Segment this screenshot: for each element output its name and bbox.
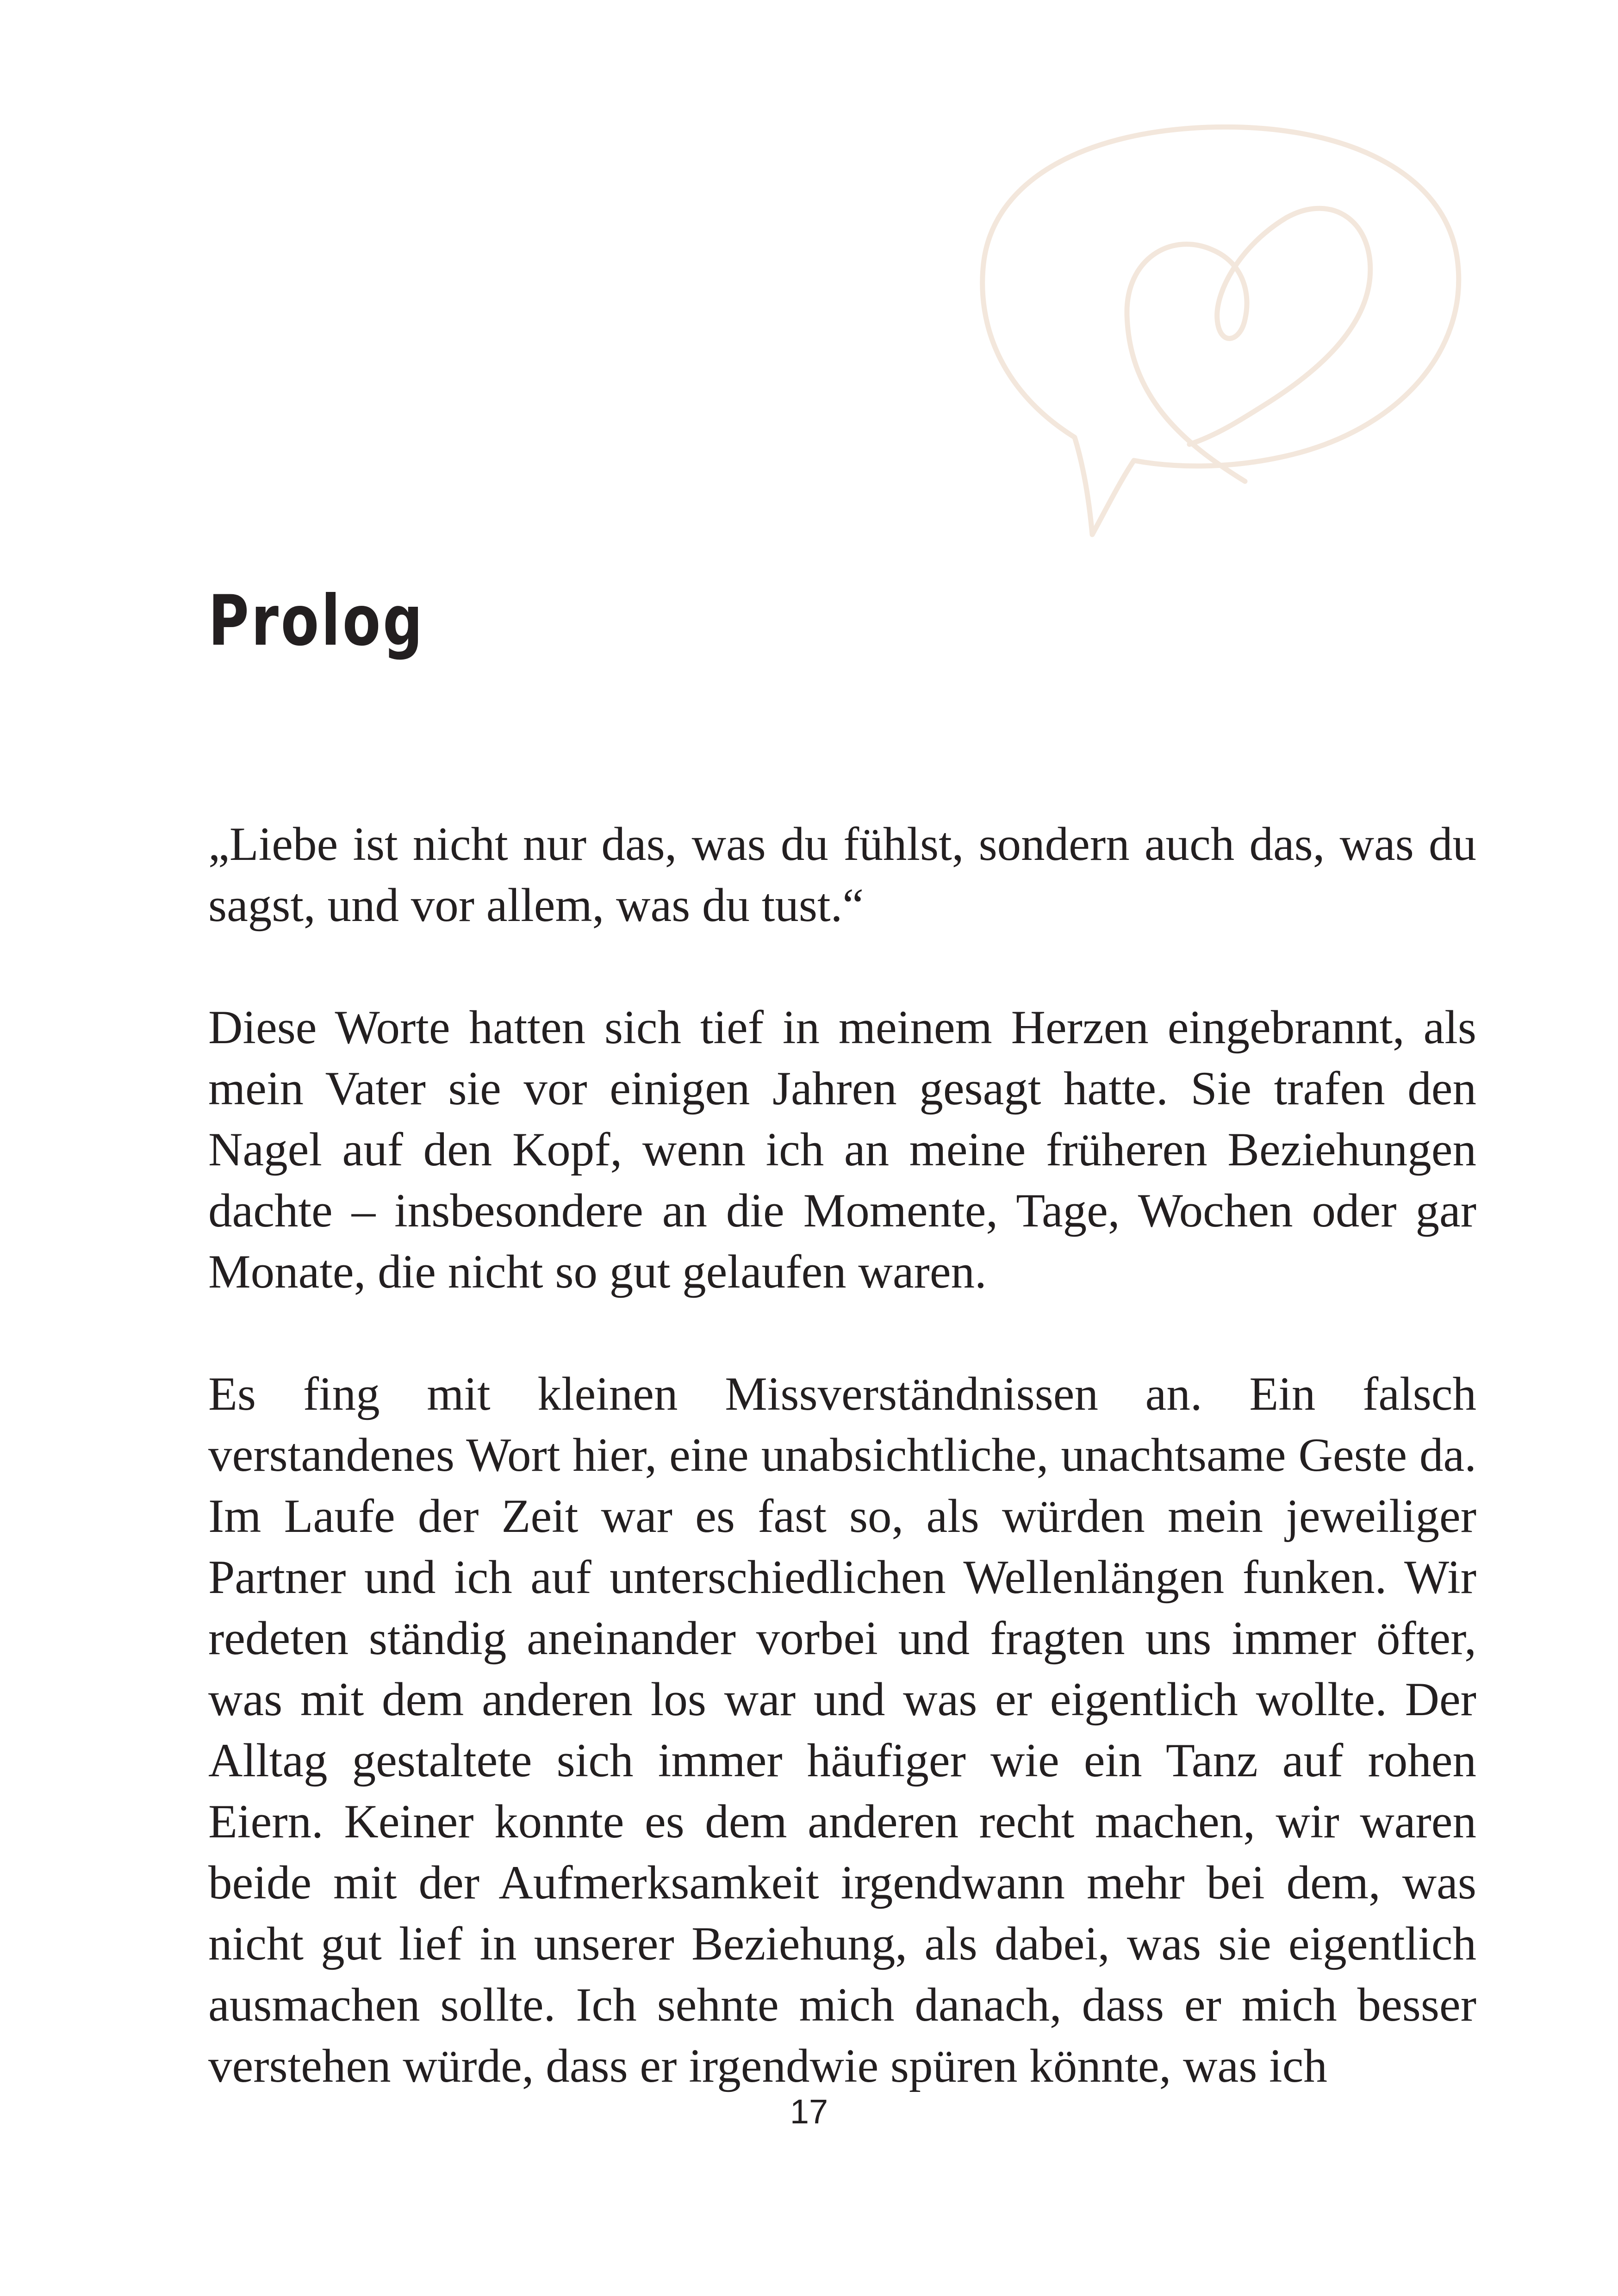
- opening-quote-paragraph: „Liebe ist nicht nur das, was du fühlst, sondern auch das, was du sagst, und vor allem, was du tust.“: [208, 818, 1476, 932]
- body-paragraph: Diese Worte hatten sich tief in meinem Herzen eingebrannt, als mein Vater sie vor einigen Jahren gesagt hatte. Sie trafen den Nagel auf den Kopf, wenn ich an meine früheren Beziehungen dachte – insbesondere an die Momente, Tage, Wochen oder gar Monate, die nicht so gut gelaufen waren.: [208, 1001, 1476, 1298]
- chapter-title: Prolog: [208, 581, 425, 661]
- body-text: [208, 814, 1476, 2158]
- body-paragraph: Es fing mit kleinen Missverständnissen an. Ein falsch verstandenes Wort hier, eine unabsichtliche, unachtsame Geste da. Im Laufe der Zeit war es fast so, als würden mein jeweiliger Partner und ich auf unterschiedlichen Wellenlängen funken. Wir redeten ständig aneinander vorbei und fragten uns immer öfter, was mit dem anderen los war und was er eigentlich wollte. Der Alltag gestaltete sich immer häufiger wie ein Tanz auf rohen Eiern. Keiner konnte es dem anderen recht machen, wir waren beide mit der Aufmerksamkeit irgendwann mehr bei dem, was nicht gut lief in unserer Beziehung, als dabei, was sie eigentlich ausmachen sollte. Ich sehnte mich danach, dass er mich besser verstehen würde, dass er irgendwie spüren könnte, was ich: [208, 1368, 1476, 2092]
- speech-bubble-heart-icon: [967, 111, 1476, 555]
- page-number: 17: [790, 2092, 828, 2131]
